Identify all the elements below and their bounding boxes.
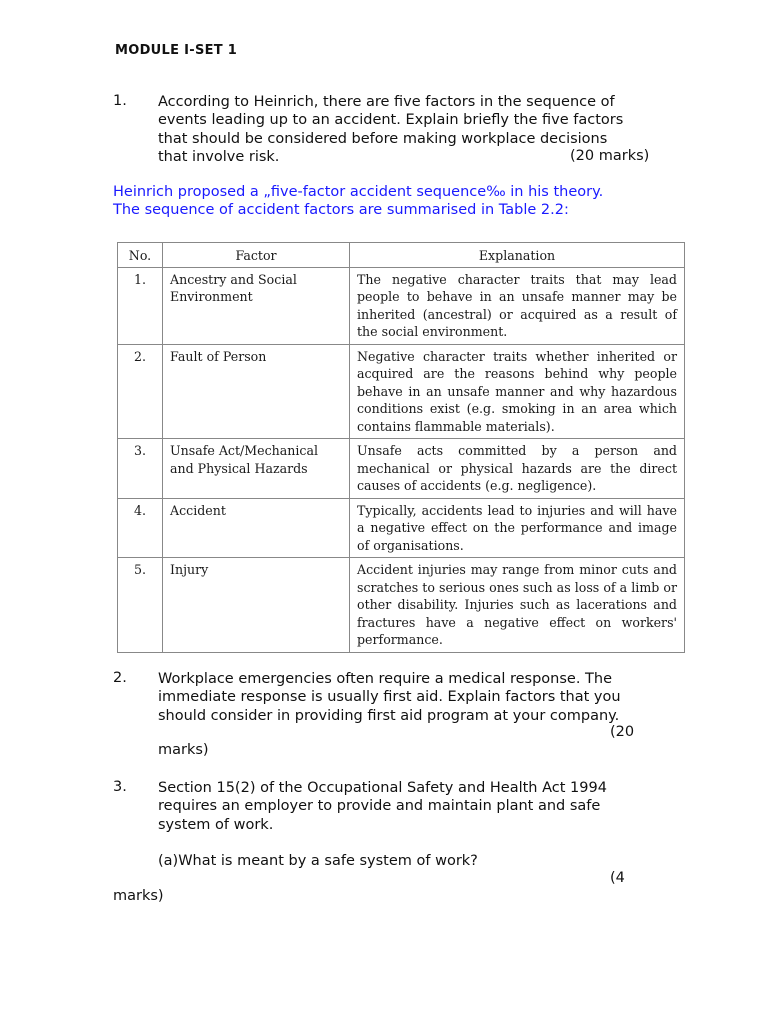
row-number: 5. bbox=[118, 558, 163, 653]
row-explanation: Typically, accidents lead to injuries and will have a negative effect on the performance and image of organisations. bbox=[350, 498, 685, 558]
question-1-line: According to Heinrich, there are five factors in the sequence of bbox=[158, 94, 615, 110]
answer-1-intro bbox=[113, 183, 603, 220]
row-explanation: Unsafe acts committed by a person and mechanical or physical hazards are the direct causes of accidents (e.g. negligence). bbox=[350, 439, 685, 499]
table-row bbox=[118, 498, 685, 558]
question-1-line: that should be considered before making workplace decisions bbox=[158, 130, 608, 147]
question-3-line: Section 15(2) of the Occupational Safety and Health Act 1994 bbox=[158, 780, 607, 796]
row-factor: Fault of Person bbox=[163, 344, 350, 439]
question-3-number: 3. bbox=[113, 779, 127, 795]
question-1-line: events leading up to an accident. Explain briefly the five factors bbox=[158, 112, 624, 129]
header-explanation: Explanation bbox=[350, 243, 685, 268]
question-3-marks-close: marks) bbox=[113, 888, 164, 904]
row-factor: Accident bbox=[163, 498, 350, 558]
question-3-marks-open: (4 bbox=[610, 870, 625, 886]
header-factor: Factor bbox=[163, 243, 350, 268]
question-2-text bbox=[158, 670, 621, 725]
table-row bbox=[118, 558, 685, 653]
row-factor: Unsafe Act/Mechanical and Physical Hazards bbox=[163, 439, 350, 499]
question-3-text bbox=[158, 779, 607, 834]
row-explanation: The negative character traits that may lead people to behave in an unsafe manner may be inherited (ancestral) or acquired as a result of the social environment. bbox=[350, 267, 685, 344]
question-2-marks-close: marks) bbox=[158, 742, 209, 758]
row-number: 1. bbox=[118, 267, 163, 344]
table-row bbox=[118, 267, 685, 344]
row-number: 3. bbox=[118, 439, 163, 499]
module-title: MODULE I-SET 1 bbox=[115, 43, 238, 58]
question-1-number: 1. bbox=[113, 93, 127, 109]
question-3-line: system of work. bbox=[158, 816, 274, 833]
question-2-line: should consider in providing first aid program at your company. bbox=[158, 707, 620, 724]
question-2-line: Workplace emergencies often require a medical response. The bbox=[158, 671, 613, 687]
row-number: 2. bbox=[118, 344, 163, 439]
row-number: 4. bbox=[118, 498, 163, 558]
table-row bbox=[118, 344, 685, 439]
question-1-text bbox=[158, 93, 623, 166]
question-2-marks-open: (20 bbox=[610, 724, 635, 740]
row-factor: Injury bbox=[163, 558, 350, 653]
question-3-line: requires an employer to provide and maintain plant and safe bbox=[158, 798, 601, 815]
question-2-line: immediate response is usually first aid. Explain factors that you bbox=[158, 689, 621, 706]
question-1-line: that involve risk. bbox=[158, 148, 280, 165]
row-explanation: Accident injuries may range from minor cuts and scratches to serious ones such as loss of a limb or other disability. Injuries such as lacerations and fractures have a negative effect on workers' performance. bbox=[350, 558, 685, 653]
answer-1-line: The sequence of accident factors are summarised in Table 2.2: bbox=[113, 202, 569, 219]
answer-1-line: Heinrich proposed a „five-factor accident sequence‰ in his theory. bbox=[113, 184, 604, 200]
row-explanation: Negative character traits whether inherited or acquired are the reasons behind why people behave in an unsafe manner and why hazardous conditions exist (e.g. smoking in an area which contains flammable materials). bbox=[350, 344, 685, 439]
question-3a-text: (a)What is meant by a safe system of work? bbox=[158, 853, 478, 869]
question-2-number: 2. bbox=[113, 670, 127, 686]
table-row bbox=[118, 439, 685, 499]
header-no: No. bbox=[118, 243, 163, 268]
question-1-marks: (20 marks) bbox=[570, 148, 650, 164]
factors-table bbox=[117, 242, 685, 653]
table-header-row bbox=[118, 243, 685, 268]
row-factor: Ancestry and Social Environment bbox=[163, 267, 350, 344]
